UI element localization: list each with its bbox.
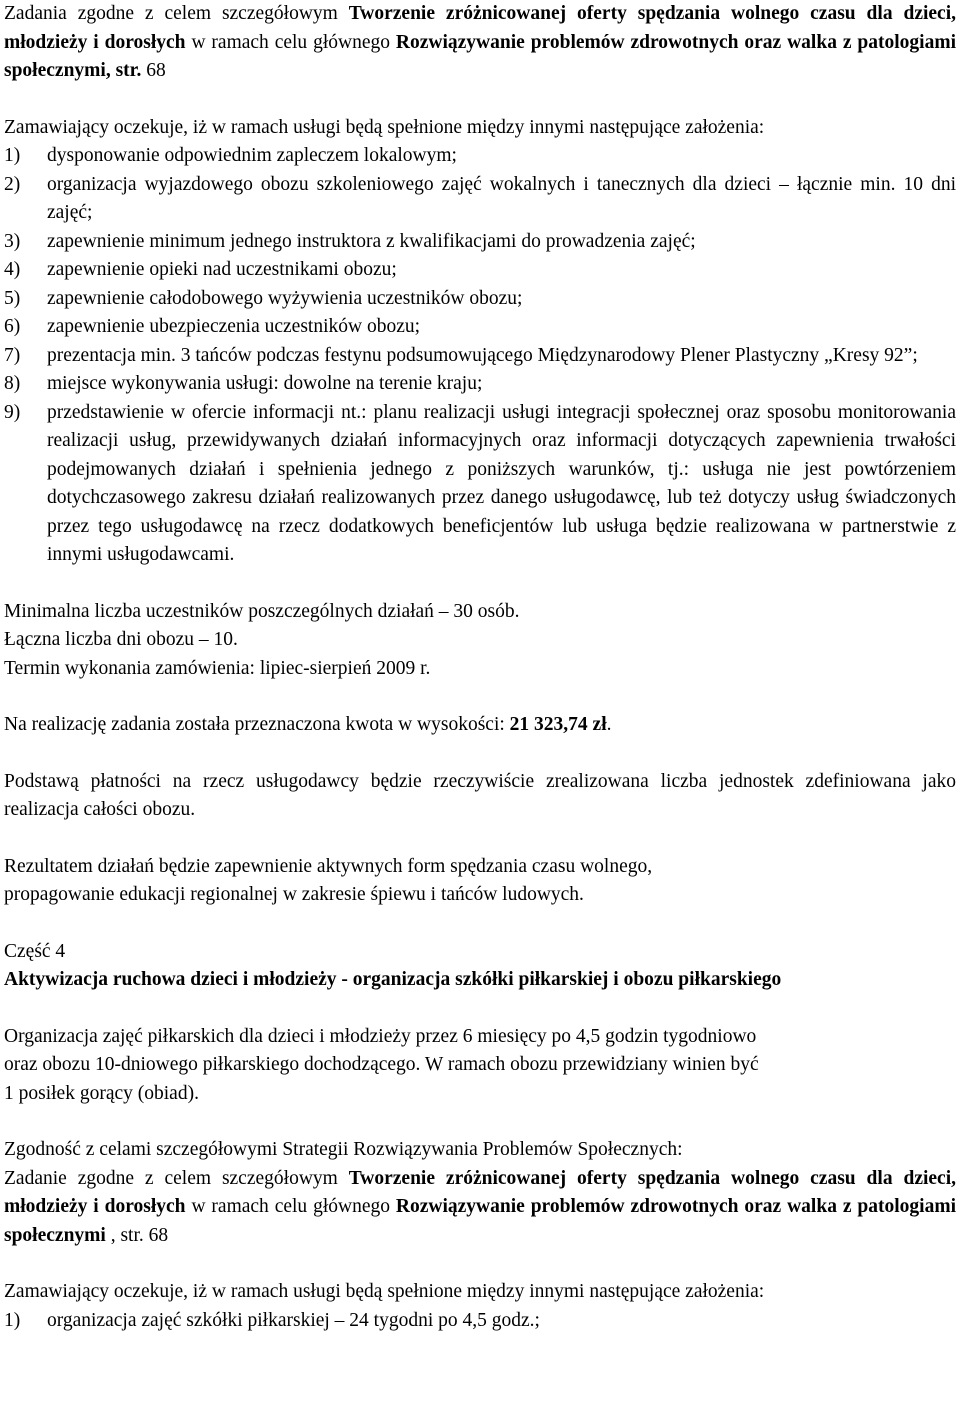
item-text: organizacja zajęć szkółki piłkarskiej – 24 tygodni po 4,5 godz.; [47,1309,540,1331]
payment-paragraph: Podstawą płatności na rzecz usługodawcy będzie rzeczywiście zrealizowana liczba jednostek zdefiniowana jako realizacja całości obozu. [4,770,956,820]
list-item [4,142,956,171]
item-text: zapewnienie opieki nad uczestnikami obozu; [47,259,397,280]
part-title-text: Aktywizacja ruchowa dzieci i młodzieży - organizacja szkółki piłkarskiej i obozu piłkarskiego [4,969,782,990]
text-run: Zadanie zgodne z celem szczegółowym [4,1167,349,1189]
item-text: dysponowanie odpowiednim zapleczem lokalowym; [47,145,457,166]
item-text: zapewnienie ubezpieczenia uczestników obozu; [47,316,421,337]
text-run: , str. 68 [105,1224,169,1246]
requirements-list [4,1307,956,1336]
part-title [4,966,956,995]
result-line: propagowanie edukacji regionalnej w zakresie śpiewu i tańców ludowych. [4,884,584,905]
item-text: miejsce wykonywania usługi: dowolne na terenie kraju; [47,373,483,394]
part-label: Część 4 [4,940,66,962]
item-text: zapewnienie minimum jednego instruktora z kwalifikacjami do prowadzenia zajęć; [47,230,696,252]
bold-run: Rozwiązywanie problemów zdrowotnych oraz walka z patologiami społecznymi [4,1196,956,1246]
part-description-line: Organizacja zajęć piłkarskich dla dzieci i młodzieży przez 6 miesięcy po 4,5 godzin tygodniowo [4,1025,757,1047]
list-item [4,313,956,342]
goal-paragraph [4,1165,956,1251]
item-number: 5) [4,287,21,309]
list-item [4,399,956,570]
text-run: w ramach celu głównego [185,1196,396,1217]
result-line: Rezultatem działań będzie zapewnienie aktywnych form spędzania czasu wolnego, [4,855,653,877]
list-item [4,285,956,314]
item-text: prezentacja min. 3 tańców podczas festynu podsumowującego Międzynarodowy Plener Plastyczny „Kresy 92”; [47,344,918,366]
text-run: w ramach celu głównego [185,31,396,53]
item-number: 1) [4,145,21,166]
item-number: 8) [4,373,21,394]
item-number: 6) [4,316,21,337]
list-item [4,171,956,228]
goal-paragraph [4,0,956,86]
item-number: 4) [4,259,21,280]
item-number: 9) [4,401,21,423]
amount-value: 21 323,74 zł [509,714,607,735]
list-item [4,342,956,371]
amount-line [4,711,956,740]
item-number: 2) [4,173,21,195]
item-text: przedstawienie w ofercie informacji nt.: planu realizacji usługi integracji społecznej oraz sposobu monitorowania realizacji usług, przewidywanych działań informacyjnych oraz informacji dotyczących zapewnienia trwałości podejmowanych działań i spełnienia jednego z poniższych warunków, tj.: usługa nie jest powtórzeniem dotychczasowego zakresu działań realizowanych przez danego usługodawcę, lub też dotyczy usług świadczonych przez tego usługodawcę na rzecz dodatkowych beneficjentów lub usługa będzie realizowana w partnerstwie z innymi usługodawcami. [47,401,956,565]
part-description-line: oraz obozu 10-dniowego piłkarskiego dochodzącego. W ramach obozu przewidziany winien być [4,1054,759,1075]
camp-days: Łączna liczba dni obozu – 10. [4,629,238,650]
item-number: 3) [4,230,21,252]
item-text: zapewnienie całodobowego wyżywienia uczestników obozu; [47,287,523,309]
text-run: Zadania zgodne z celem szczegółowym [4,3,349,24]
text-run: . [606,714,612,735]
item-number: 1) [4,1309,21,1331]
bold-run: Tworzenie zróżnicowanej oferty spędzania wolnego czasu dla dzieci, młodzieży i dorosłych [4,3,956,53]
list-item [4,370,956,399]
compliance-heading: Zgodność z celami szczegółowymi Strategii Rozwiązywania Problemów Społecznych: [4,1139,683,1160]
list-item [4,256,956,285]
min-participants: Minimalna liczba uczestników poszczególnych działań – 30 osób. [4,600,520,622]
text-run: 68 [141,60,166,81]
part-description-line: 1 posiłek gorący (obiad). [4,1082,199,1104]
list-item [4,1307,956,1336]
requirements-list [4,142,956,570]
item-number: 7) [4,344,21,366]
bold-run: Tworzenie zróżnicowanej oferty spędzania wolnego czasu dla dzieci, młodzieży i dorosłych [4,1167,956,1217]
expectations-heading: Zamawiający oczekuje, iż w ramach usługi będą spełnione między innymi następujące założenia: [4,1281,765,1302]
item-text: organizacja wyjazdowego obozu szkoleniowego zajęć wokalnych i tanecznych dla dzieci – łącznie min. 10 dni zajęć; [47,173,956,223]
text-run: Na realizację zadania została przeznaczona kwota w wysokości: [4,714,510,735]
list-item [4,228,956,257]
bold-run: Rozwiązywanie problemów zdrowotnych oraz walka z patologiami społecznymi, str. [4,31,956,81]
deadline: Termin wykonania zamówienia: lipiec-sierpień 2009 r. [4,657,431,679]
expectations-heading: Zamawiający oczekuje, iż w ramach usługi będą spełnione między innymi następujące założenia: [4,116,765,138]
